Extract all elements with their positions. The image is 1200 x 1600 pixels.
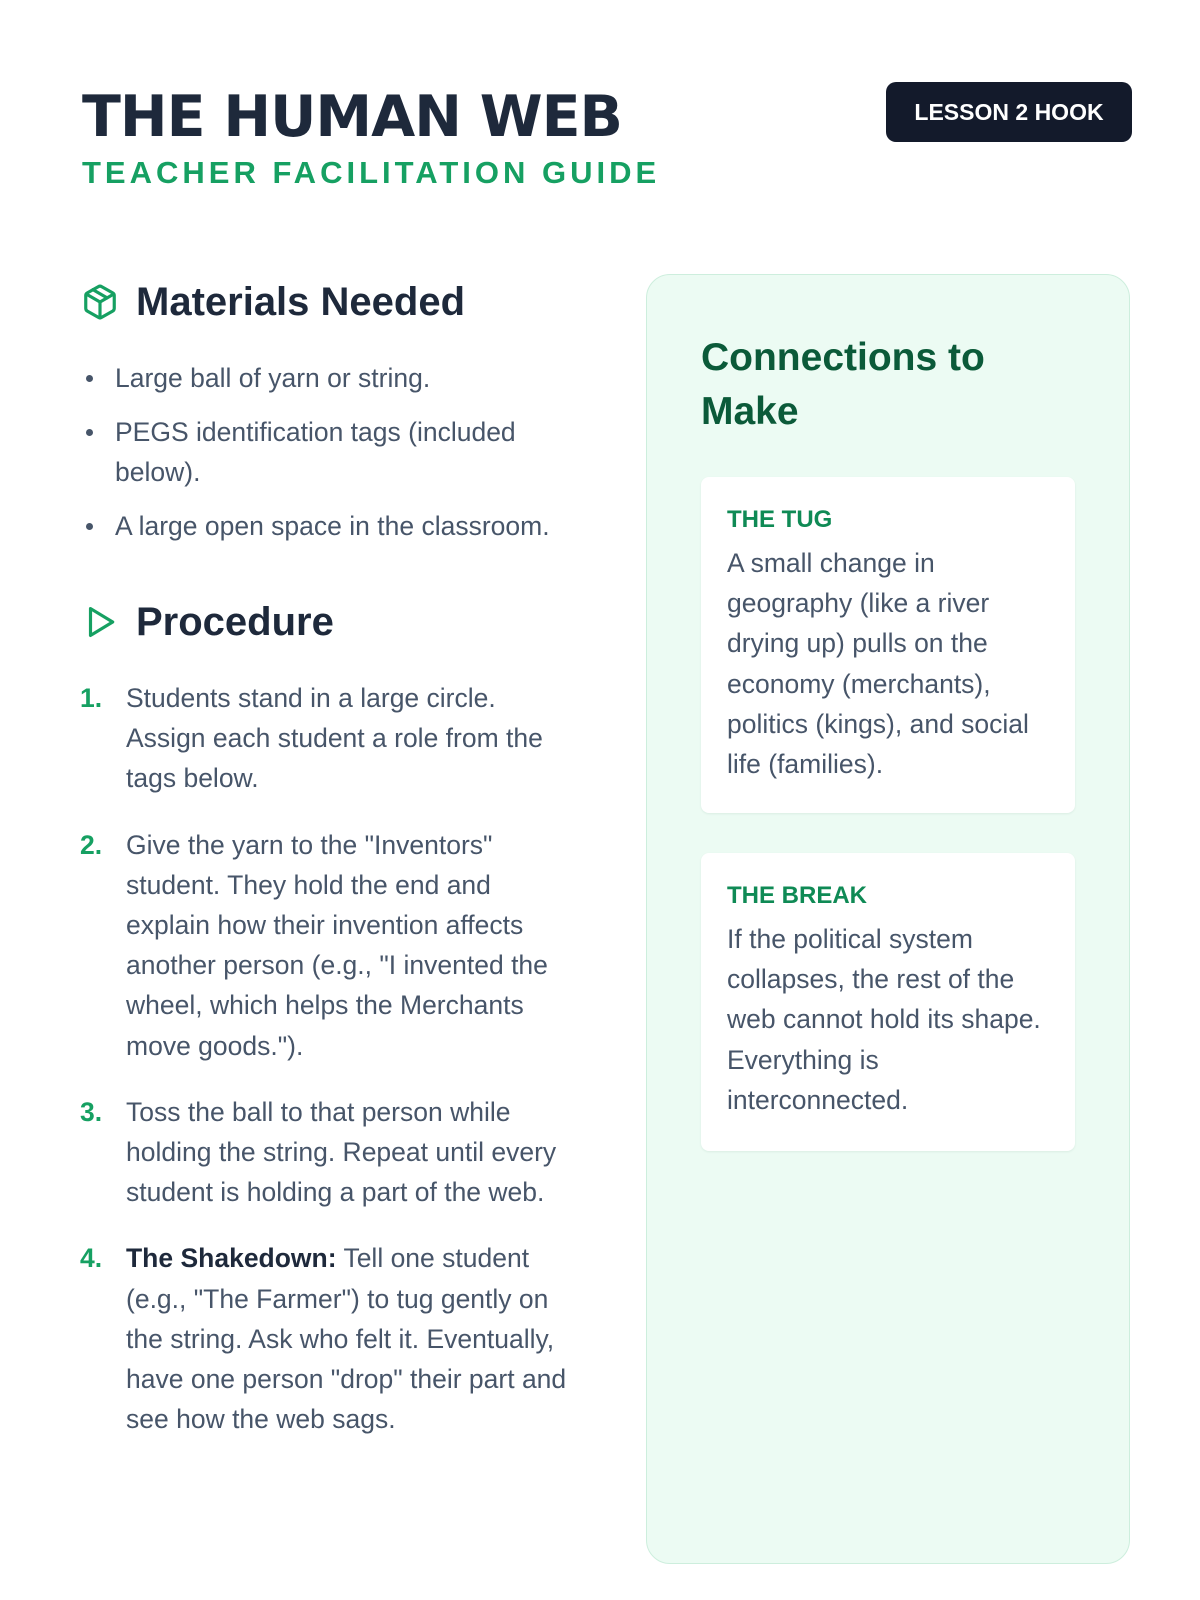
- procedure-step: [80, 1238, 580, 1439]
- materials-list: [80, 358, 580, 546]
- step-number: 1.: [80, 683, 103, 713]
- procedure-step: [80, 825, 580, 1066]
- procedure-step: [80, 1092, 580, 1213]
- box-icon: [80, 282, 120, 322]
- list-item: A large open space in the classroom.: [80, 506, 580, 546]
- left-column: [80, 276, 580, 1465]
- materials-heading-text: Materials Needed: [136, 279, 466, 324]
- step-number: 2.: [80, 829, 103, 860]
- step-text: Toss the ball to that person while holding the string. Repeat until every student is holding a part of the web.: [126, 1096, 557, 1208]
- list-item: Large ball of yarn or string.: [80, 358, 580, 398]
- card-label: THE BREAK: [727, 882, 868, 909]
- step-text: Give the yarn to the "Inventors" student. They hold the end and explain how their invention affects another person (e.g., "I invented the wheel, which helps the Merchants move goods.").: [126, 829, 548, 1061]
- card-label: THE TUG: [727, 506, 833, 533]
- connections-panel: [646, 274, 1130, 1564]
- card-text: If the political system collapses, the rest of the web cannot hold its shape. Everything is interconnected.: [727, 924, 1041, 1115]
- step-text: Tell one student (e.g., "The Farmer") to tug gently on the string. Ask who felt it. Eventually, have one person "drop" their part and see how the web sags.: [126, 1243, 567, 1435]
- materials-heading: [80, 276, 580, 328]
- play-icon: [80, 602, 120, 642]
- step-bold-lead: The Shakedown:: [126, 1243, 337, 1274]
- procedure-steps: [80, 678, 580, 1439]
- procedure-heading: [80, 596, 580, 648]
- procedure-step: [80, 678, 580, 799]
- lesson-badge: LESSON 2 HOOK: [886, 82, 1132, 142]
- page-title: THE HUMAN WEB: [82, 84, 622, 150]
- card-text: A small change in geography (like a river drying up) pulls on the economy (merchants), politics (kings), and social life (families).: [727, 548, 1029, 780]
- connection-card-break: [701, 853, 1075, 1151]
- page-header: [82, 86, 1132, 196]
- list-item: PEGS identification tags (included below).: [80, 412, 580, 492]
- step-number: 3.: [80, 1096, 103, 1127]
- connections-heading: Connections to Make: [701, 336, 985, 433]
- step-text: Students stand in a large circle. Assign each student a role from the tags below.: [126, 683, 543, 794]
- procedure-heading-text: Procedure: [136, 599, 334, 644]
- page-subtitle: TEACHER FACILITATION GUIDE: [82, 155, 661, 190]
- step-number: 4.: [80, 1243, 103, 1274]
- connection-card-tug: [701, 477, 1075, 813]
